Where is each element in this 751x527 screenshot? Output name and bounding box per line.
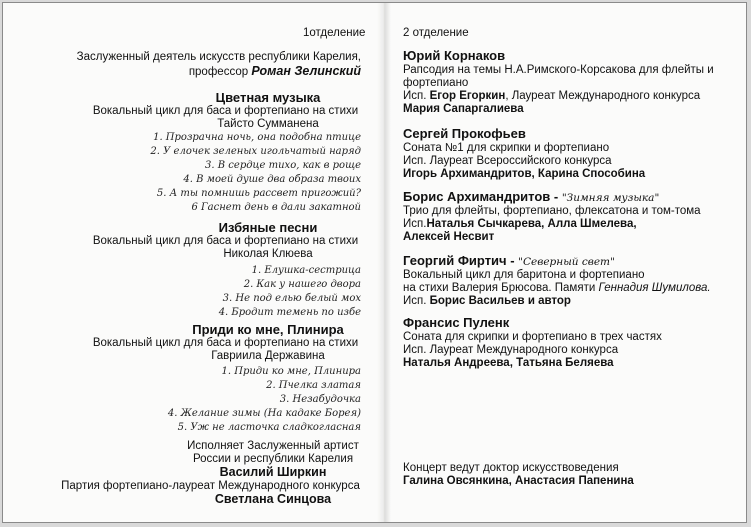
performer-name: Василий Ширкин bbox=[219, 465, 327, 479]
b3-composer-line bbox=[403, 190, 659, 205]
b2-performer: Исп. Лауреат Всероссийского конкурса bbox=[403, 155, 612, 167]
section-title-2: 2 отделение bbox=[403, 27, 469, 39]
b1-perf-prefix: Исп. bbox=[403, 90, 430, 102]
page-fold bbox=[377, 3, 391, 522]
b3-composer: Борис Архимандритов - bbox=[403, 189, 562, 204]
piano-line: Партия фортепиано-лауреат Международного конкурса bbox=[61, 480, 360, 492]
b2-work-1: Соната №1 для скрипки и фортепиано bbox=[403, 142, 610, 154]
cycle3-item: 4. Желание зимы (На кадаке Борея) bbox=[167, 408, 361, 419]
cycle3-line1: Вокальный цикл для баса и фортепиано на стихи bbox=[92, 337, 359, 349]
b4-work-1: Вокальный цикл для баритона и фортепиано bbox=[403, 269, 645, 281]
b5-performer: Исп. Лауреат Международного конкурса bbox=[403, 344, 619, 356]
cycle1-title: Цветная музыка bbox=[215, 90, 321, 105]
b3-work-1: Трио для флейты, фортепиано, флексатона и том-тома bbox=[403, 205, 701, 217]
cycle3-item: 2. Пчелка златая bbox=[266, 380, 361, 391]
b5-names: Наталья Андреева, Татьяна Беляева bbox=[403, 357, 614, 369]
b3-work-title: "Зимняя музыка" bbox=[561, 192, 660, 204]
b4-work-2 bbox=[403, 282, 711, 295]
cycle1-item: 5. А ты помнишь рассвет пригожий? bbox=[156, 188, 361, 199]
program-sheet bbox=[2, 2, 747, 523]
b3-performers bbox=[403, 218, 637, 231]
cycle2-line1: Вокальный цикл для баса и фортепиано на стихи bbox=[92, 235, 359, 247]
b3-names-1: Наталья Сычкарева, Алла Шмелева, bbox=[426, 218, 637, 230]
cycle1-item: 2. У елочек зеленых игольчатый наряд bbox=[150, 146, 361, 157]
b4-work2-prefix: на стихи Валерия Брюсова. Памяти bbox=[403, 282, 599, 294]
b1-composer: Юрий Корнаков bbox=[403, 48, 506, 63]
cycle3-line2: Гавриила Державина bbox=[211, 350, 325, 362]
cycle1-item: 6 Гаснет день в дали закатной bbox=[191, 202, 361, 213]
left-page bbox=[3, 3, 373, 522]
b4-work-title: "Северный свет" bbox=[518, 256, 615, 268]
b5-composer: Франсис Пуленк bbox=[403, 315, 510, 330]
section-title-1: 1отделение bbox=[303, 27, 366, 39]
b1-work-1: Рапсодия на темы Н.А.Римского-Корсакова для флейты и bbox=[403, 64, 714, 76]
b5-work-1: Соната для скрипки и фортепиано в трех частях bbox=[403, 331, 662, 343]
cycle3-item: 1. Приди ко мне, Плинира bbox=[221, 366, 361, 377]
cycle2-title: Избяные песни bbox=[218, 220, 318, 235]
cycle2-item: 2. Как у нашего двора bbox=[243, 279, 361, 290]
b3-names-2: Алексей Несвит bbox=[403, 231, 495, 243]
cycle3-item: 3. Незабудочка bbox=[279, 394, 361, 405]
b4-composer: Георгий Фиртич - bbox=[403, 253, 519, 268]
b1-performer-2: Мария Сапаргалиева bbox=[403, 103, 524, 115]
cycle3-item: 5. Уж не ласточка сладкогласная bbox=[177, 422, 361, 433]
cycle1-item: 4. В моей душе два образа твоих bbox=[183, 174, 361, 185]
b1-work-2: фортепиано bbox=[403, 77, 469, 89]
b1-perf-rest: , Лауреат Международного конкурса bbox=[505, 90, 701, 102]
b4-names: Борис Васильев и автор bbox=[429, 295, 571, 307]
cycle1-item: 3. В сердце тихо, как в роще bbox=[205, 160, 361, 171]
cycle1-line1: Вокальный цикл для баса и фортепиано на стихи bbox=[92, 105, 359, 117]
b2-names: Игорь Архимандритов, Карина Способина bbox=[403, 168, 646, 180]
intro-prefix: профессор bbox=[188, 66, 252, 78]
b4-performers bbox=[403, 295, 571, 308]
b4-composer-line bbox=[403, 254, 615, 269]
host-line: Концерт ведут доктор искусствоведения bbox=[403, 462, 619, 474]
cycle1-item: 1. Прозрачна ночь, она подобна птице bbox=[153, 132, 361, 143]
b4-work2-name: Геннадия Шумилова. bbox=[598, 282, 711, 294]
right-page bbox=[391, 3, 741, 522]
intro-line-1: Заслуженный деятель искусств республики Карелия, bbox=[76, 51, 361, 63]
performer-line-2: России и республики Карелия bbox=[192, 453, 354, 465]
cycle2-item: 1. Елушка-сестрица bbox=[251, 265, 361, 276]
cycle2-item: 3. Не под елью белый мох bbox=[222, 293, 361, 304]
performer-line-1: Исполняет Заслуженный артист bbox=[187, 440, 359, 452]
cycle3-title: Приди ко мне, Плинира bbox=[192, 322, 344, 337]
b3-perf-prefix: Исп. bbox=[403, 218, 427, 230]
cycle2-line2: Николая Клюева bbox=[223, 248, 313, 260]
b1-performer bbox=[403, 90, 700, 103]
intro-name: Роман Зелинский bbox=[251, 64, 361, 78]
intro-line-2 bbox=[189, 65, 361, 79]
cycle1-line2: Тайсто Сумманена bbox=[217, 118, 319, 130]
b1-perf-name: Егор Егоркин bbox=[429, 90, 506, 102]
cycle2-item: 4. Бродит темень по избе bbox=[218, 307, 361, 318]
host-names: Галина Овсянкина, Анастасия Папенина bbox=[403, 475, 634, 487]
b2-composer: Сергей Прокофьев bbox=[403, 126, 526, 141]
pianist-name: Светлана Синцова bbox=[214, 492, 332, 506]
b4-perf-prefix: Исп. bbox=[403, 295, 430, 307]
